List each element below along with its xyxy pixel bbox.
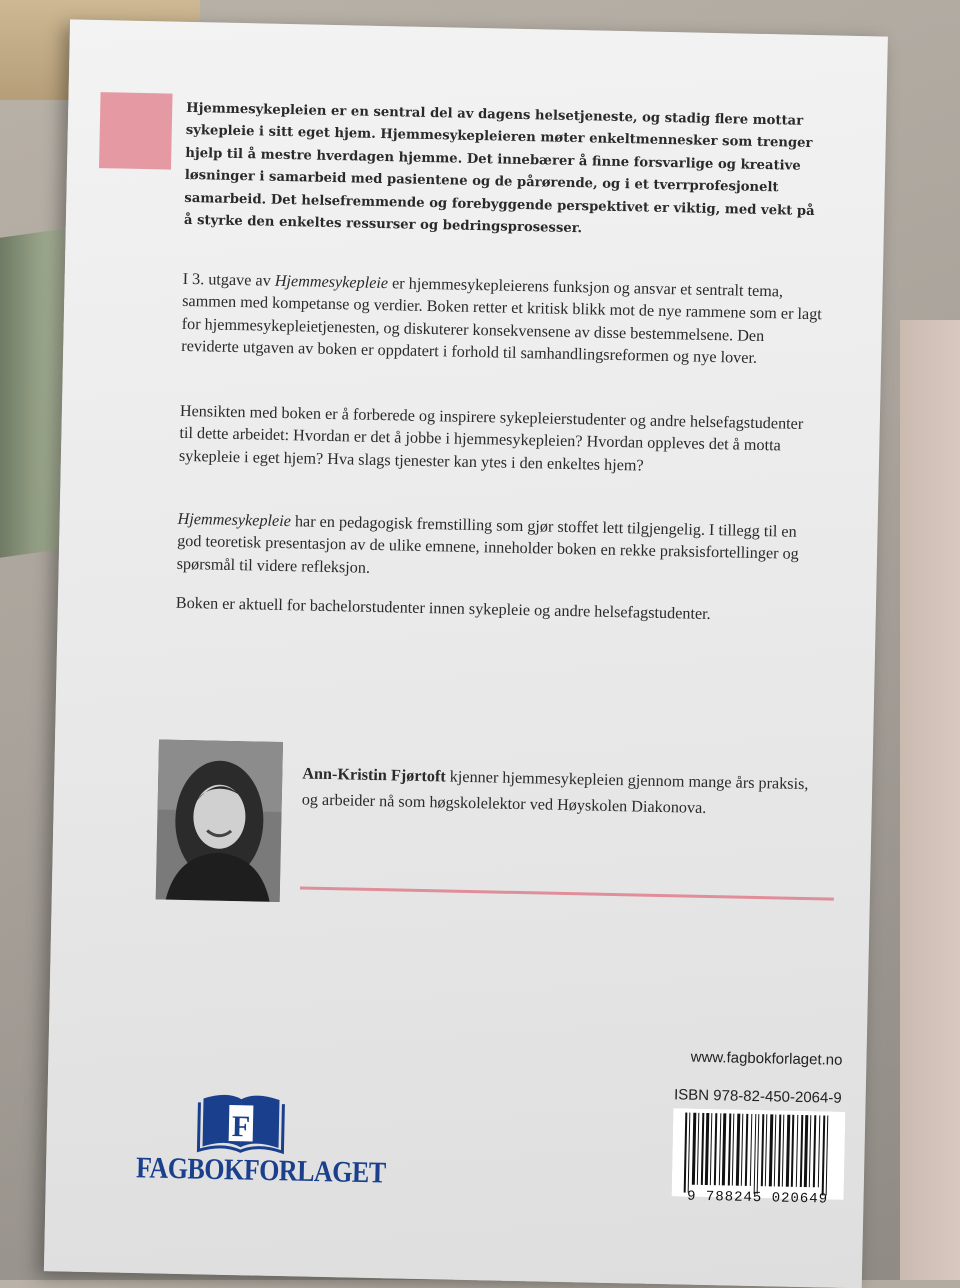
background-cushion <box>900 320 960 1280</box>
publisher-name: FAGBOKFORLAGET <box>135 1150 387 1190</box>
barcode-icon <box>672 1108 846 1200</box>
portrait-photo-icon <box>156 739 283 902</box>
author-name: Ann-Kristin Fjørtoft <box>302 764 446 786</box>
author-bio <box>302 760 823 823</box>
author-portrait-photo <box>156 739 283 902</box>
pink-divider-line <box>300 886 834 900</box>
p3-book-title: Hjemmesykepleie <box>177 509 292 531</box>
p1-book-title: Hjemmesykepleie <box>274 271 389 293</box>
p3-rest: har en pedagogisk fremstilling som gjør stoffet lett tilgjengelig. I tillegg til en god teoretisk presentasjon av de ulike emnene, inneholder boken en rekke praksisfortellinger og spørsmål til videre refleksjon. <box>176 512 799 577</box>
book-back-cover <box>44 19 888 1288</box>
isbn-text: ISBN 978-82-450-2064-9 <box>673 1086 842 1107</box>
paragraph-purpose: Hensikten med boken er å forberede og inspirere sykepleierstudenter og andre helsefagstudenter til dette arbeidet: Hvordan er det å jobbe i hjemmesykepleien? Hvordan oppleves det å motta sykepleie i eget hjem? Hva slags tjenester kan ytes i den enkeltes hjem? <box>178 401 804 475</box>
author-description: kjenner hjemmesykepleien gjennom mange års praksis, og arbeider nå som høgskolelektor ved Høyskolen Diakonova. <box>301 767 809 817</box>
p1-start: I 3. utgave av <box>182 269 276 290</box>
p1-rest: er hjemmesykepleierens funksjon og ansvar et sentralt tema, sammen med kompetanse og verdier. Boken retter et kritisk blikk mot de nye rammene som er lagt for hjemmesykepleietjenesten, og diskuterer konsekvensene av disse bestemmelsene. Den reviderte utgaven av boken er oppdatert i forhold til samhandlingsreformen og nye lover. <box>181 274 822 368</box>
barcode-digits: 9 788245 020649 <box>686 1188 829 1208</box>
paragraph-pedagogy <box>176 508 817 589</box>
paragraph-edition <box>181 268 823 371</box>
publisher-url: www.fagbokforlaget.no <box>690 1048 843 1069</box>
logo-letter: F <box>231 1110 251 1144</box>
publisher-logo-icon <box>136 1085 347 1159</box>
pink-accent-block <box>99 92 173 169</box>
paragraph-audience: Boken er aktuell for bachelorstudenter innen sykepleie og andre helsefagstudenter. <box>175 593 711 623</box>
blurb-bold: Hjemmesykepleien er en sentral del av dagens helsetjeneste, og stadig flere mottar sykepleie i sitt eget hjem. Hjemmesykepleieren møter enkeltmennesker som trenger hjelp til å mestre hverdagen hjemme. Det innebærer å finne forsvarlige og kreative løsninger i samarbeid med pasientene og de pårørende, og i et tverrprofesjonelt samarbeid. Det helsefremmende og forebyggende perspektivet er viktig, med vekt på å styrke den enkeltes ressurser og bedringsprosesser. <box>183 100 815 237</box>
